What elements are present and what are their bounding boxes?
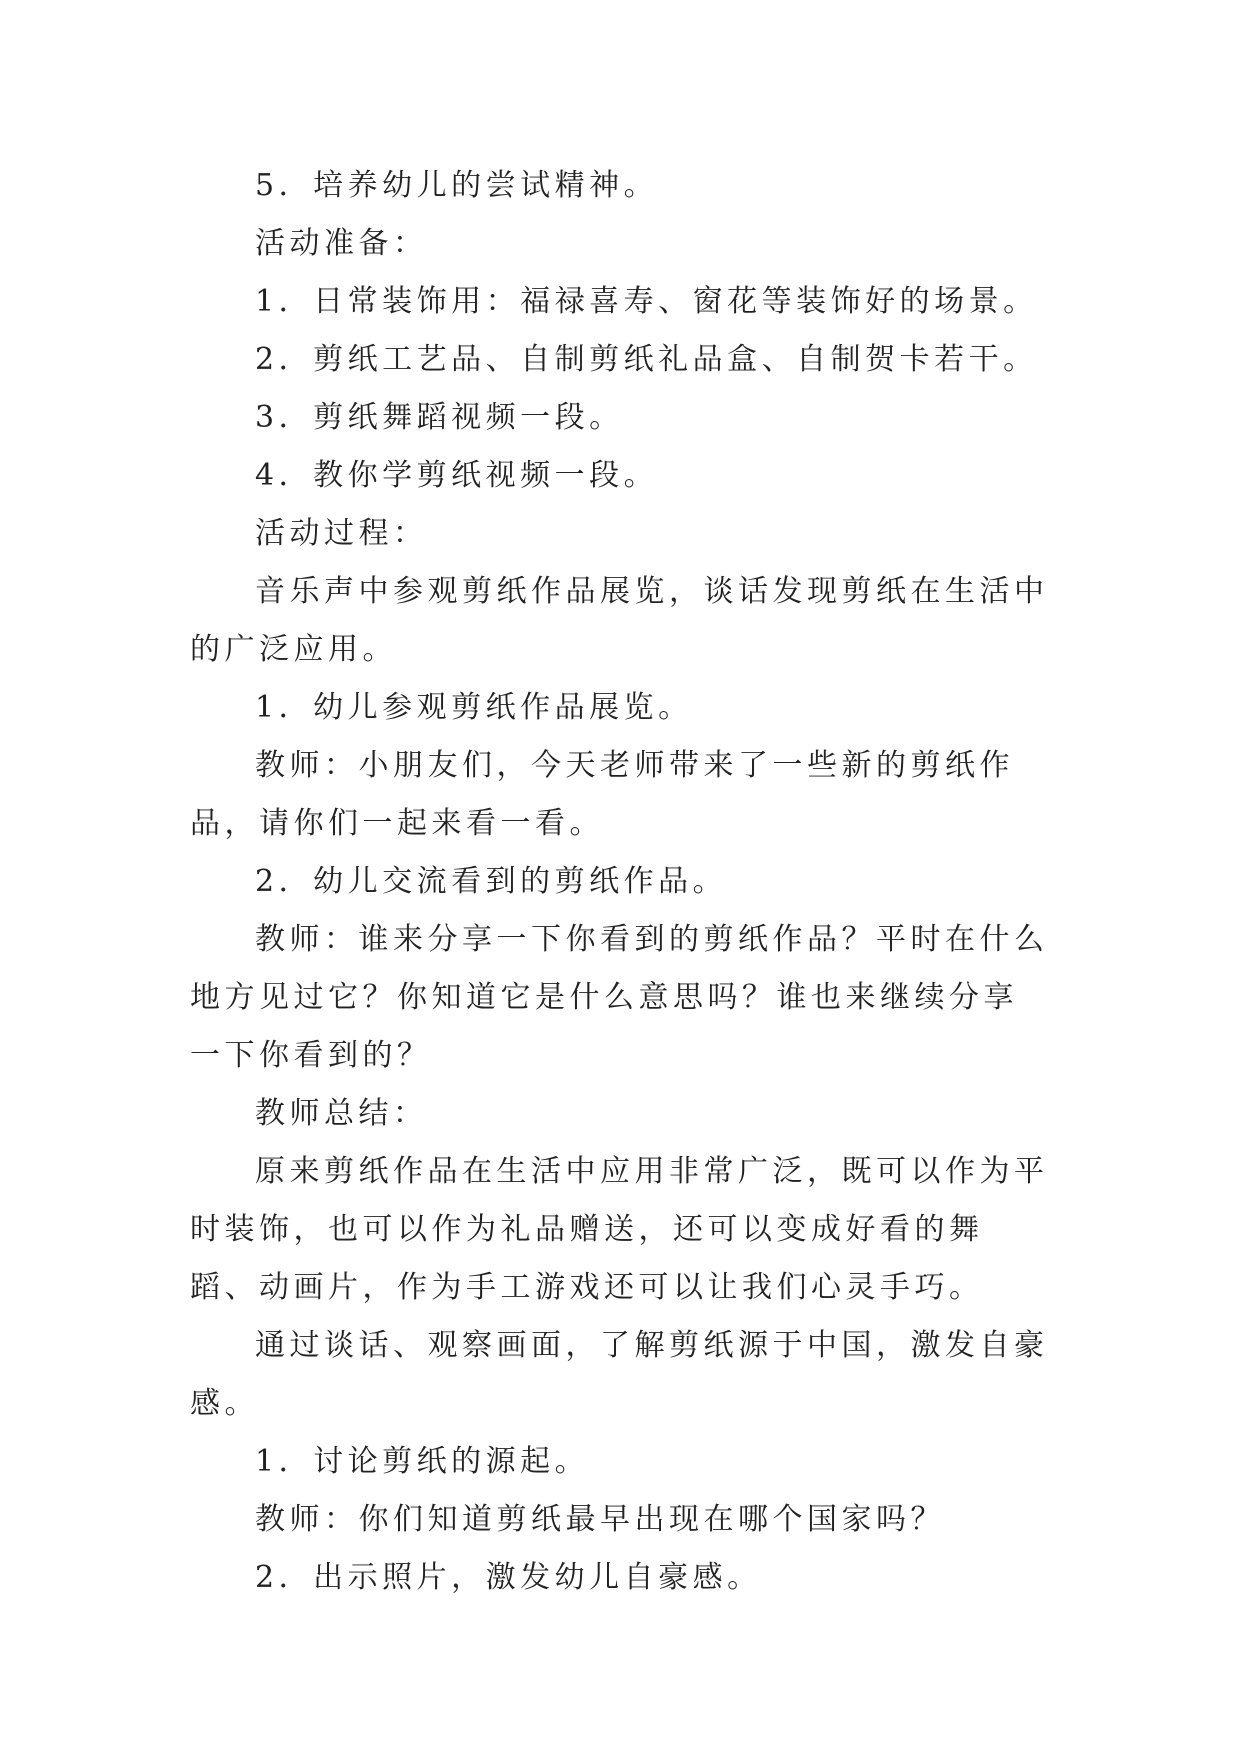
list-item-process-1: 1．幼儿参观剪纸作品展览。	[255, 690, 693, 725]
list-item-process-2: 2．幼儿交流看到的剪纸作品。	[255, 864, 728, 899]
document-body	[190, 157, 1050, 1607]
list-item-origin-1: 1．讨论剪纸的源起。	[255, 1444, 590, 1479]
list-item-preparation-4: 4．教你学剪纸视频一段。	[255, 458, 659, 493]
paragraph-teacher-line-3: 教师：你们知道剪纸最早出现在哪个国家吗？	[255, 1502, 945, 1537]
heading-activity-process: 活动过程：	[255, 516, 428, 551]
list-item-origin-2: 2．出示照片，激发幼儿自豪感。	[255, 1560, 762, 1595]
list-item-preparation-2: 2．剪纸工艺品、自制剪纸礼品盒、自制贺卡若干。	[255, 342, 1038, 377]
list-item-preparation-3: 3．剪纸舞蹈视频一段。	[255, 400, 624, 435]
paragraph-teacher-line-2: 教师：谁来分享一下你看到的剪纸作品？平时在什么地方见过它？你知道它是什么意思吗？谁也来继续分享一下你看到的？	[190, 922, 1049, 1073]
list-item-preparation-1: 1．日常装饰用：福禄喜寿、窗花等装饰好的场景。	[255, 284, 1038, 319]
paragraph-process-intro: 音乐声中参观剪纸作品展览，谈话发现剪纸在生活中的广泛应用。	[190, 574, 1049, 667]
paragraph-summary: 原来剪纸作品在生活中应用非常广泛，既可以作为平时装饰，也可以作为礼品赠送，还可以变成好看的舞蹈、动画片，作为手工游戏还可以让我们心灵手巧。	[190, 1154, 1049, 1305]
paragraph-goal-5: 5．培养幼儿的尝试精神。	[255, 168, 659, 203]
heading-activity-preparation: 活动准备：	[255, 226, 428, 261]
paragraph-teacher-line-1: 教师：小朋友们，今天老师带来了一些新的剪纸作品，请你们一起来看一看。	[190, 748, 1014, 841]
heading-teacher-summary: 教师总结：	[255, 1096, 428, 1131]
paragraph-origin-intro: 通过谈话、观察画面，了解剪纸源于中国，激发自豪感。	[190, 1328, 1049, 1421]
